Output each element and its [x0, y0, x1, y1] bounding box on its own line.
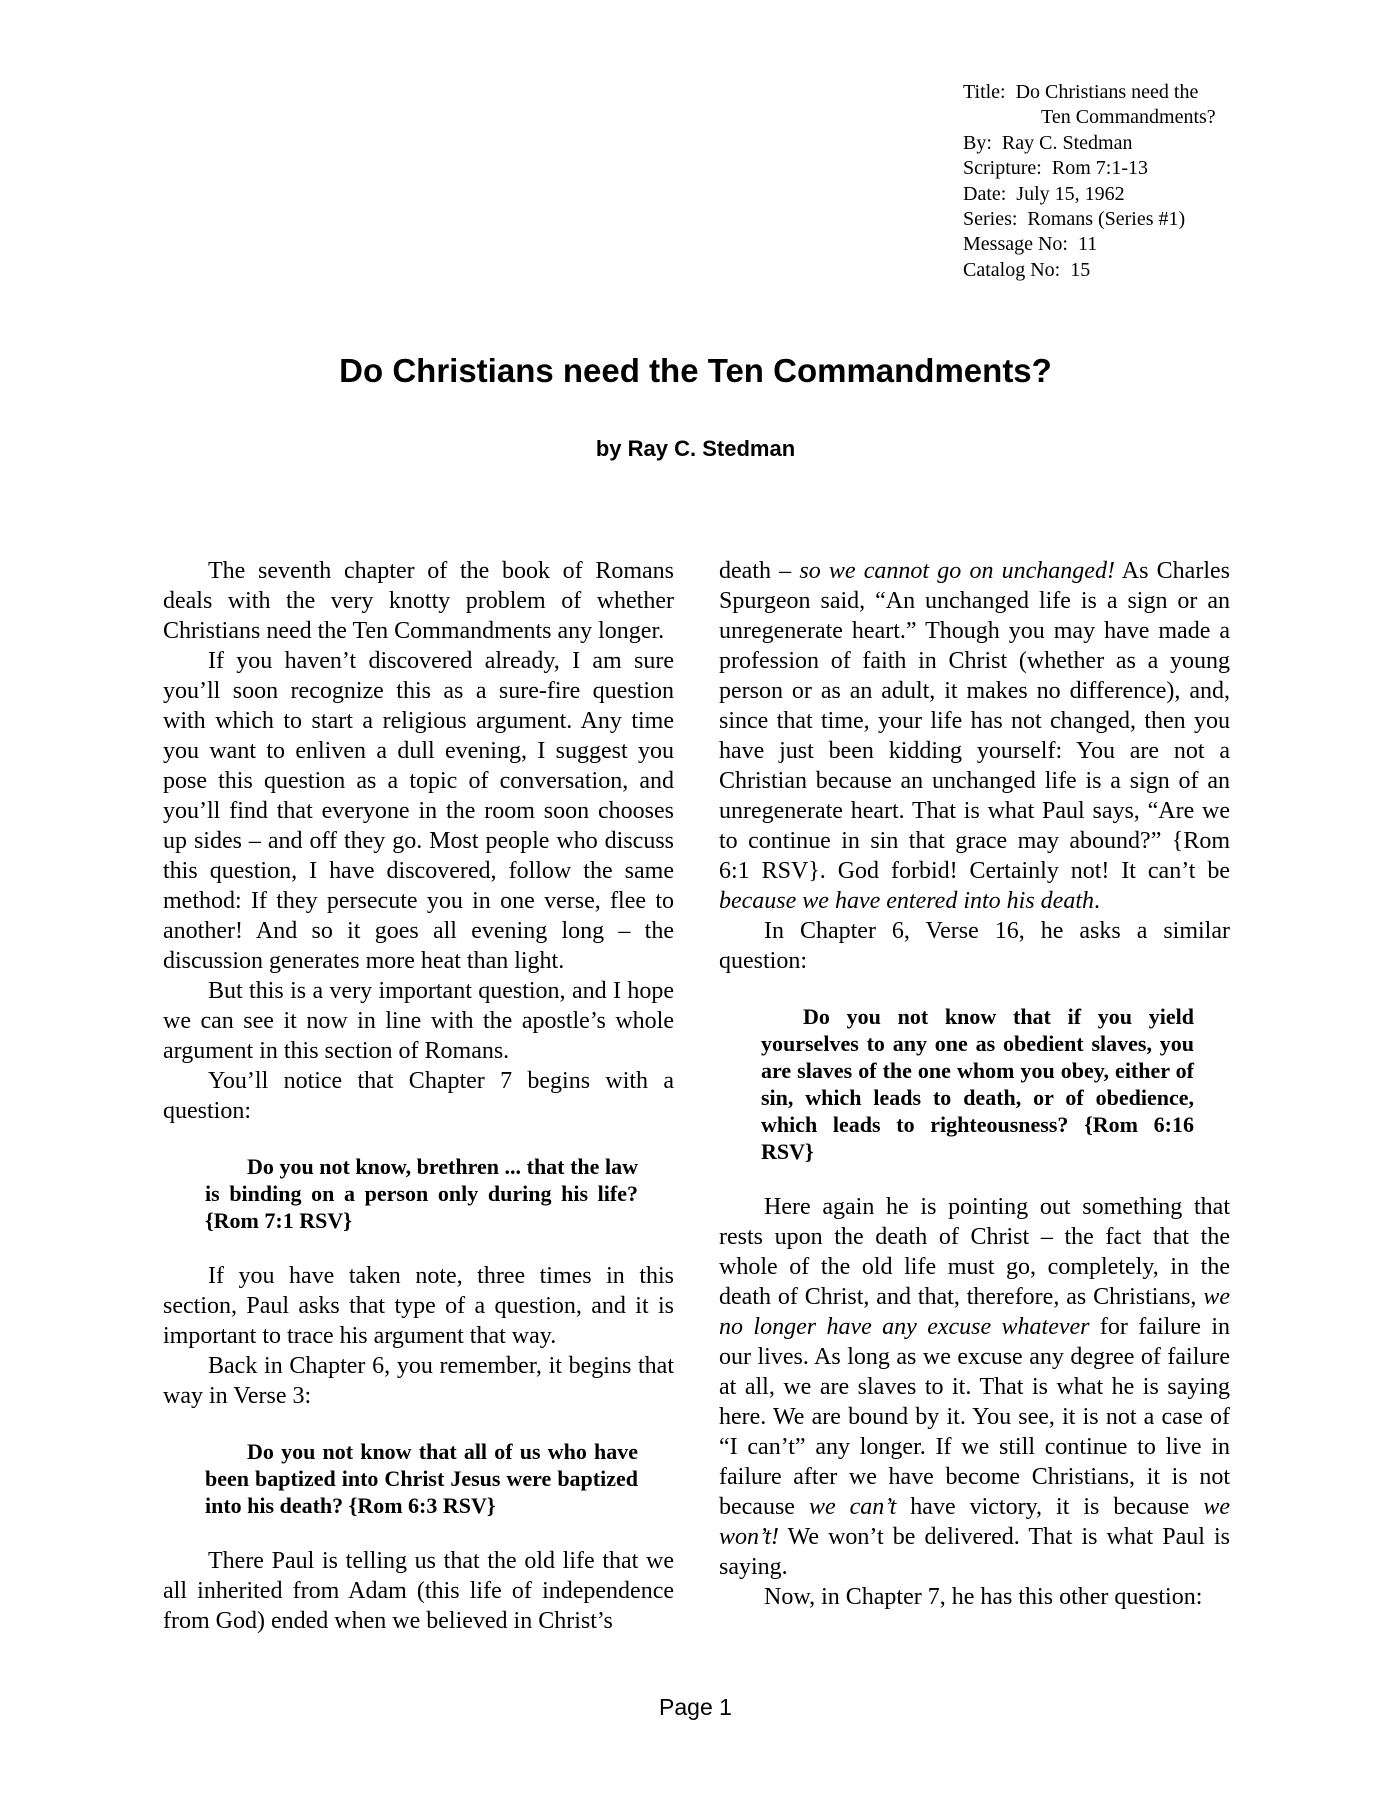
metadata-line: Series: Romans (Series #1): [963, 208, 1186, 231]
emphasized-text: we won’t!: [719, 1494, 1230, 1550]
paragraph: [163, 646, 674, 976]
text-run: You’ll notice that Chapter 7 begins with a question:: [163, 1068, 674, 1124]
metadata-line: Date: July 15, 1962: [963, 182, 1125, 205]
paragraph: [163, 976, 674, 1066]
emphasized-text: because we have entered into his death: [719, 888, 1094, 914]
text-run: Here again he is pointing out something that rests upon the death of Christ – the fact that the whole of the old life must go, completely, in the death of Christ, and that, therefore, as Christians,: [719, 1194, 1230, 1310]
page-number: Page 1: [659, 1694, 732, 1720]
emphasized-text: so we cannot go on unchanged!: [799, 558, 1115, 584]
metadata-line: By: Ray C. Stedman: [963, 131, 1133, 154]
left-column: [163, 556, 674, 1636]
scripture-quote: [205, 1153, 638, 1234]
text-run: Do you not know, brethren ... that the law is binding on a person only during his life? {Rom 7:1 RSV}: [205, 1154, 638, 1233]
metadata-line: Ten Commandments?: [1041, 106, 1216, 129]
text-run: death –: [719, 558, 800, 584]
paragraph: [719, 1582, 1230, 1612]
text-run: Do you not know that if you yield yourselves to any one as obedient slaves, you are slaves of the one whom you obey, either of sin, which leads to death, or of obedience, which leads to righteousness? {Rom 6:16 RSV}: [761, 1004, 1194, 1164]
text-run: .: [1094, 888, 1100, 914]
text-run: There Paul is telling us that the old life that we all inherited from Adam (this life of independence from God) ended when we believed in Christ’s: [163, 1548, 674, 1634]
document-metadata-block: [963, 80, 1216, 283]
paragraph: [163, 556, 674, 646]
text-run: If you have taken note, three times in this section, Paul asks that type of a question, and it is important to trace his argument that way.: [163, 1263, 674, 1349]
text-run: In Chapter 6, Verse 16, he asks a similar question:: [719, 918, 1230, 974]
text-run: We won’t be delivered. That is what Paul is saying.: [719, 1524, 1230, 1580]
paragraph: [163, 1546, 674, 1636]
text-run: Now, in Chapter 7, he has this other question:: [764, 1584, 1203, 1610]
text-run: Do you not know that all of us who have been baptized into Christ Jesus were baptized into his death? {Rom 6:3 RSV}: [205, 1439, 638, 1518]
text-run: But this is a very important question, and I hope we can see it now in line with the apostle’s whole argument in this section of Romans.: [163, 978, 674, 1064]
emphasized-text: we can’t: [808, 1494, 897, 1520]
emphasized-text: we no longer have any excuse whatever: [719, 1284, 1230, 1340]
scripture-quote: [761, 1003, 1194, 1165]
metadata-line: Scripture: Rom 7:1-13: [963, 157, 1148, 180]
paragraph: [163, 1261, 674, 1351]
body-columns: [163, 556, 1231, 1636]
document-title: Do Christians need the Ten Commandments?: [339, 352, 1052, 389]
paragraph: [719, 916, 1230, 976]
document-byline: by Ray C. Stedman: [595, 436, 796, 461]
text-run: As Charles Spurgeon said, “An unchanged life is a sign or an unregenerate heart.” Though you may have made a profession of faith in Christ (whether as a young person or as an adult, it makes no difference), and, since that time, your life has not changed, then you have just been kidding yourself: You are not a Christian because an unchanged life is a sign of an unregenerate heart. That is what Paul says, “Are we to continue in sin that grace may abound?” {Rom 6:1 RSV}. God forbid! Certainly not! It can’t be: [719, 558, 1230, 884]
paragraph: [163, 1066, 674, 1126]
paragraph: [163, 1351, 674, 1411]
right-column: [719, 556, 1230, 1636]
metadata-line: Catalog No: 15: [963, 258, 1091, 281]
text-run: have victory, it is because: [896, 1494, 1204, 1520]
text-run: The seventh chapter of the book of Romans deals with the very knotty problem of whether Christians need the Ten Commandments any longer.: [163, 558, 674, 644]
metadata-line: Message No: 11: [963, 233, 1098, 256]
text-run: for failure in our lives. As long as we excuse any degree of failure at all, we are slaves to it. That is what he is saying here. We are bound by it. You see, it is not a case of “I can’t” any longer. If we still continue to live in failure after we have become Christians, it is not because: [719, 1314, 1230, 1520]
text-run: Back in Chapter 6, you remember, it begins that way in Verse 3:: [163, 1353, 674, 1409]
paragraph: [719, 556, 1230, 916]
scripture-quote: [205, 1438, 638, 1519]
metadata-line: Title: Do Christians need the: [963, 81, 1199, 103]
text-run: If you haven’t discovered already, I am sure you’ll soon recognize this as a sure-fire question with which to start a religious argument. Any time you want to enliven a dull evening, I suggest you pose this question as a topic of conversation, and you’ll find that everyone in the room soon chooses up sides – and off they go. Most people who discuss this question, I have discovered, follow the same method: If they persecute you in one verse, flee to another! And so it goes all evening long – the discussion generates more heat than light.: [163, 648, 674, 974]
paragraph: [719, 1192, 1230, 1582]
